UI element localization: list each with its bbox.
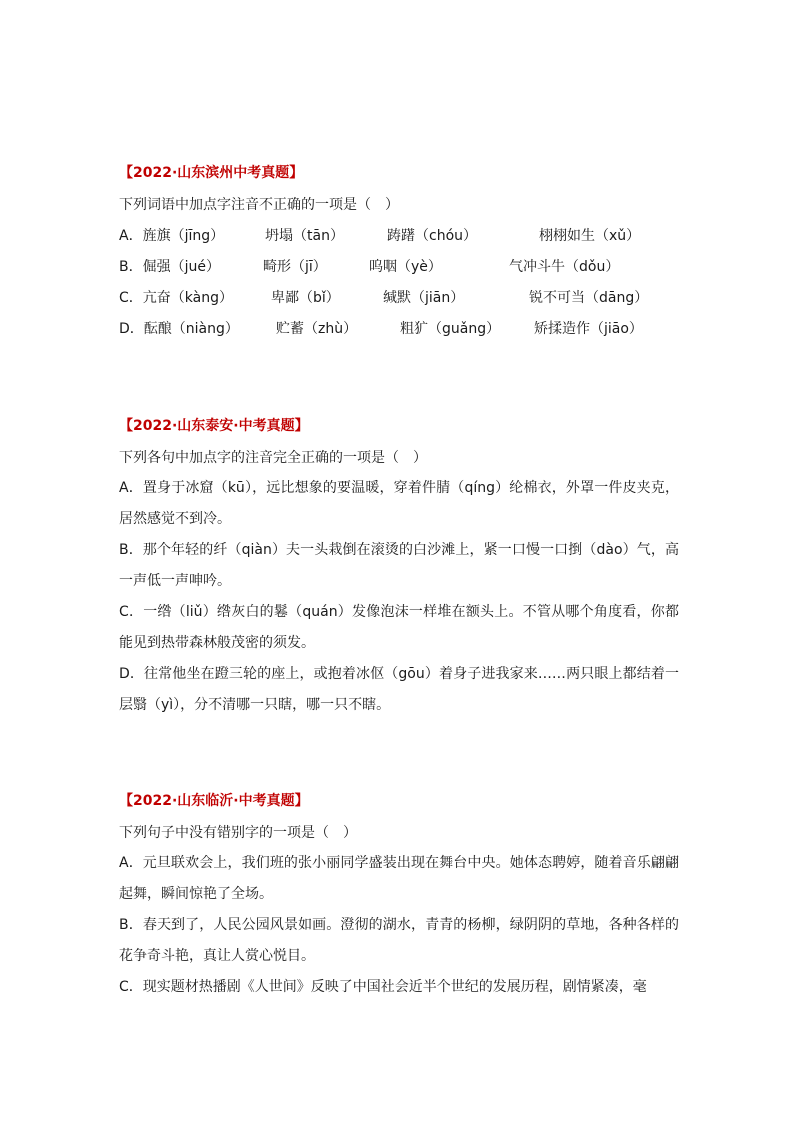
option-c-word-2: 卑鄙（bǐ） bbox=[271, 290, 340, 306]
question-2-option-a: A．置身于冰窟（kū），远比想象的要温暖，穿着件腈（qíng）纶棉衣，外罩一件皮夹克，居然感觉不到冷。 bbox=[119, 480, 679, 527]
question-2-heading: 【2022·山东泰安·中考真题】 bbox=[119, 418, 309, 434]
question-2 bbox=[119, 416, 679, 721]
option-a-word-4: 栩栩如生（xǔ） bbox=[539, 228, 641, 244]
option-c-word-3: 缄默（jiān） bbox=[383, 290, 465, 306]
option-b-word-1: B．倔强（jué） bbox=[119, 259, 220, 275]
question-3-option-c: C．现实题材热播剧《人世间》反映了中国社会近半个世纪的发展历程，剧情紧凑，毫 bbox=[119, 979, 647, 995]
option-b-word-3: 呜咽（yè） bbox=[369, 259, 442, 275]
option-d-word-3: 粗犷（guǎng） bbox=[400, 321, 501, 337]
question-1-heading: 【2022·山东滨州中考真题】 bbox=[119, 165, 304, 181]
option-c-word-1: C．亢奋（kàng） bbox=[119, 290, 233, 306]
question-3-option-a: A．元旦联欢会上，我们班的张小丽同学盛装出现在舞台中央。她体态聘婷，随着音乐翩翩起舞，瞬间惊艳了全场。 bbox=[119, 855, 679, 902]
option-b-word-2: 畸形（jī） bbox=[263, 259, 327, 275]
question-3-option-b: B．春天到了，人民公园风景如画。澄彻的湖水，青青的杨柳，绿阴阴的草地，各种各样的花争奇斗艳，真让人赏心悦目。 bbox=[119, 917, 679, 964]
question-3-stem: 下列句子中没有错别字的一项是（ ） bbox=[119, 825, 357, 841]
question-1-option-a bbox=[119, 226, 679, 257]
option-d-word-4: 矫揉造作（jiāo） bbox=[534, 321, 643, 337]
option-d-word-1: D．酝酿（niàng） bbox=[119, 321, 239, 337]
option-a-word-3: 踌躇（chóu） bbox=[387, 228, 478, 244]
option-b-word-4: 气冲斗牛（dǒu） bbox=[509, 259, 620, 275]
question-2-option-b: B．那个年轻的纤（qiàn）夫一头栽倒在滚烫的白沙滩上，紧一口慢一口捯（dào）气，高一声低一声呻吟。 bbox=[119, 542, 679, 589]
question-1-option-d bbox=[119, 319, 679, 350]
question-1-option-c bbox=[119, 288, 679, 319]
question-3-heading: 【2022·山东临沂·中考真题】 bbox=[119, 793, 309, 809]
option-a-word-1: A．旌旗（jīng） bbox=[119, 228, 225, 244]
question-1 bbox=[119, 163, 679, 350]
option-a-word-2: 坍塌（tān） bbox=[265, 228, 344, 244]
option-d-word-2: 贮蓄（zhù） bbox=[276, 321, 358, 337]
option-c-word-4: 锐不可当（dāng） bbox=[529, 290, 649, 306]
question-1-stem: 下列词语中加点字注音不正确的一项是（ ） bbox=[119, 197, 399, 213]
question-2-option-c: C．一绺（liǔ）绺灰白的鬈（quán）发像泡沫一样堆在额头上。不管从哪个角度看，你都能见到热带森林般茂密的须发。 bbox=[119, 604, 679, 651]
question-2-option-d: D．往常他坐在蹬三轮的座上，或抱着冰伛（gōu）着身子进我家来……两只眼上都结着一层翳（yì），分不清哪一只瞎，哪一只不瞎。 bbox=[119, 666, 679, 713]
question-1-option-b bbox=[119, 257, 679, 288]
question-2-stem: 下列各句中加点字的注音完全正确的一项是（ ） bbox=[119, 450, 427, 466]
question-3 bbox=[119, 791, 679, 1003]
